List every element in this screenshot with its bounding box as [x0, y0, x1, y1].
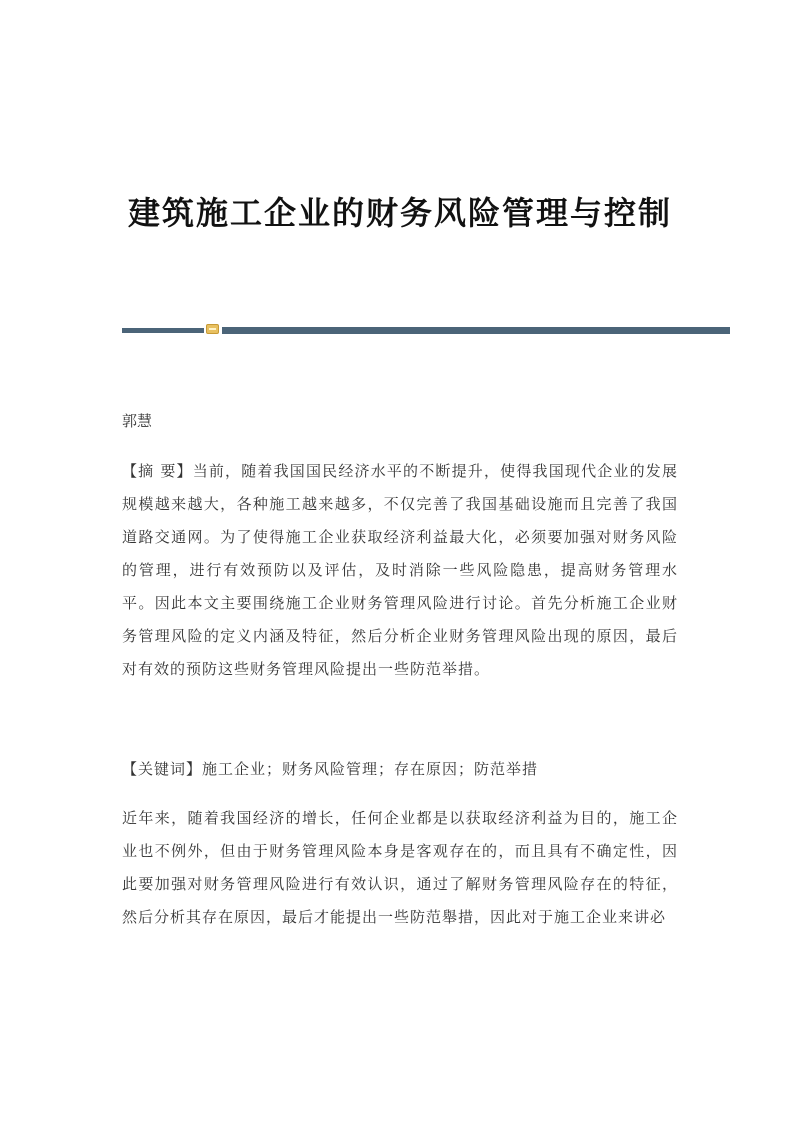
abstract-label: 【摘 要】	[122, 462, 193, 480]
title-divider	[122, 324, 730, 334]
author-name: 郭慧	[122, 412, 153, 430]
keywords-paragraph	[122, 758, 678, 779]
divider-emblem-icon	[206, 324, 219, 334]
keywords-label: 【关键词】	[122, 760, 203, 778]
divider-bar-left	[122, 328, 204, 333]
abstract-paragraph	[122, 455, 678, 686]
divider-bar-right	[222, 327, 730, 334]
document-title: 建筑施工企业的财务风险管理与控制	[127, 194, 672, 232]
abstract-text: 当前，随着我国国民经济水平的不断提升，使得我国现代企业的发展规模越来越大，各种施工越来越多，不仅完善了我国基础设施而且完善了我国道路交通网。为了使得施工企业获取经济利益最大化，必须要加强对财务风险的管理，进行有效预防以及评估，及时消除一些风险隐患，提高财务管理水平。因此本文主要围绕施工企业财务管理风险进行讨论。首先分析施工企业财务管理风险的定义内涵及特征，然后分析企业财务管理风险出现的原因，最后对有效的预防这些财务管理风险提出一些防范举措。	[122, 462, 678, 678]
keywords-text: 施工企业；财务风险管理；存在原因；防范举措	[202, 760, 539, 778]
body-paragraph: 近年来，随着我国经济的增长，任何企业都是以获取经济利益为目的，施工企业也不例外，但由于财务管理风险本身是客观存在的，而且具有不确定性，因此要加强对财务管理风险进行有效认识，通过了解财务管理风险存在的特征，然后分析其存在原因，最后才能提出一些防范舉措，因此对于施工企业来讲必	[122, 809, 678, 926]
